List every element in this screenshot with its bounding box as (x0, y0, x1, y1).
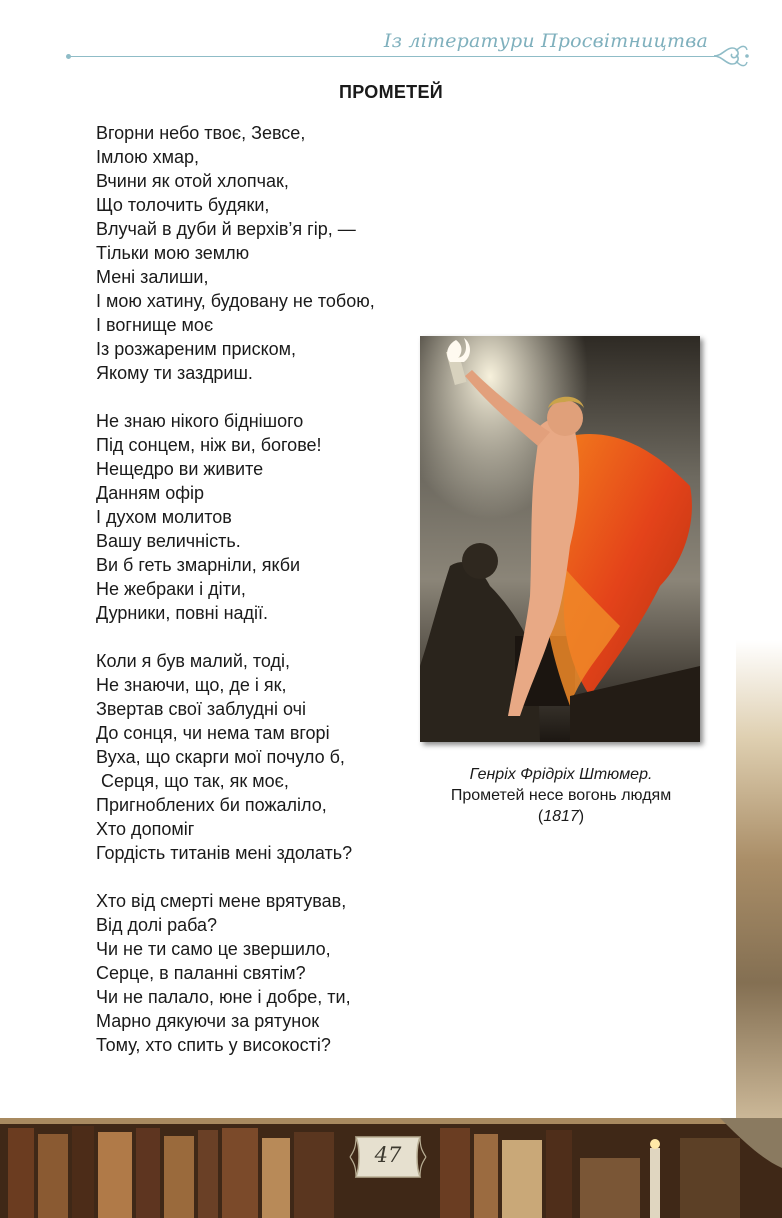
caption-year-line (420, 806, 702, 827)
poem-line: Ви б геть змарніли, якби (96, 555, 301, 575)
poem-line: Тільки мою землю (96, 243, 250, 263)
stanza-4 (96, 889, 426, 1057)
poem-line: Нещедро ви живите (96, 459, 264, 479)
poem-line: Чи не ти само це звершило, (96, 939, 331, 959)
stanza-3 (96, 649, 426, 865)
poem-line: Хто від смерті мене врятував, (96, 891, 347, 911)
prometheus-painting (420, 336, 700, 742)
poem-line: До сонця, чи нема там вгорі (96, 723, 330, 743)
poem-line: Не жебраки і діти, (96, 579, 246, 599)
poem-line: Вчини як отой хлопчак, (96, 171, 289, 191)
poem-line: Якому ти заздриш. (96, 363, 253, 383)
running-header: Із літератури Просвітництва (383, 30, 708, 52)
poem-line: Марно дякуючи за рятунок (96, 1011, 320, 1031)
poem-line: Від долі раба? (96, 915, 218, 935)
poem-line: Вуха, що скарги мої почуло б, (96, 747, 345, 767)
stanza-1 (96, 121, 426, 385)
poem-body (96, 121, 426, 1081)
caption-author: Генріх Фрідріх Штюмер. (469, 766, 653, 783)
poem-line: Вашу величність. (96, 531, 241, 551)
poem-line: Під сонцем, ніж ви, богове! (96, 435, 322, 455)
figure-caption (420, 764, 702, 827)
poem-line: Данням офір (96, 483, 205, 503)
caption-title: Прометей несе вогонь людям (450, 787, 672, 804)
poem-line: Вгорни небо твоє, Зевсе, (96, 123, 306, 143)
caption-paren-close: ) (578, 808, 585, 825)
poem-line: Чи не палало, юне і добре, ти, (96, 987, 351, 1007)
poem-line: Серце, в паланні святім? (96, 963, 306, 983)
poem-line: Що толочить будяки, (96, 195, 270, 215)
poem-line: І духом молитов (96, 507, 232, 527)
poem-line: Не знаючи, що, де і як, (96, 675, 287, 695)
page-number: 47 (374, 1143, 402, 1167)
flourish-ornament-icon (712, 38, 750, 74)
decorative-edge (736, 640, 782, 1130)
poem-line: Гордість титанів мені здолать? (96, 843, 353, 863)
poem-line: Імлою хмар, (96, 147, 199, 167)
poem-line: Пригноблених би пожаліло, (96, 795, 327, 815)
poem-title: ПРОМЕТЕЙ (338, 82, 444, 102)
caption-year: 1817 (543, 808, 579, 825)
poem-line: Звертав свої заблудні очі (96, 699, 306, 719)
poem-line: Хто допоміг (96, 819, 195, 839)
caption-paren-open: ( (537, 808, 544, 825)
stanza-2 (96, 409, 426, 625)
poem-line: Не знаю нікого біднішого (96, 411, 304, 431)
poem-line: І вогнище моє (96, 315, 214, 335)
header-rule (68, 56, 718, 57)
poem-line: Із розжареним приском, (96, 339, 297, 359)
poem-line: Мені залиши, (96, 267, 209, 287)
poem-line: Коли я був малий, тоді, (96, 651, 291, 671)
poem-line: Серця, що так, як моє, (96, 771, 289, 791)
poem-line: Влучай в дуби й верхів’я гір, — (96, 219, 356, 239)
poem-line: Дурники, повні надії. (96, 603, 269, 623)
poem-line: Тому, хто спить у високості? (96, 1035, 331, 1055)
poem-line: І мою хатину, будовану не тобою, (96, 291, 375, 311)
